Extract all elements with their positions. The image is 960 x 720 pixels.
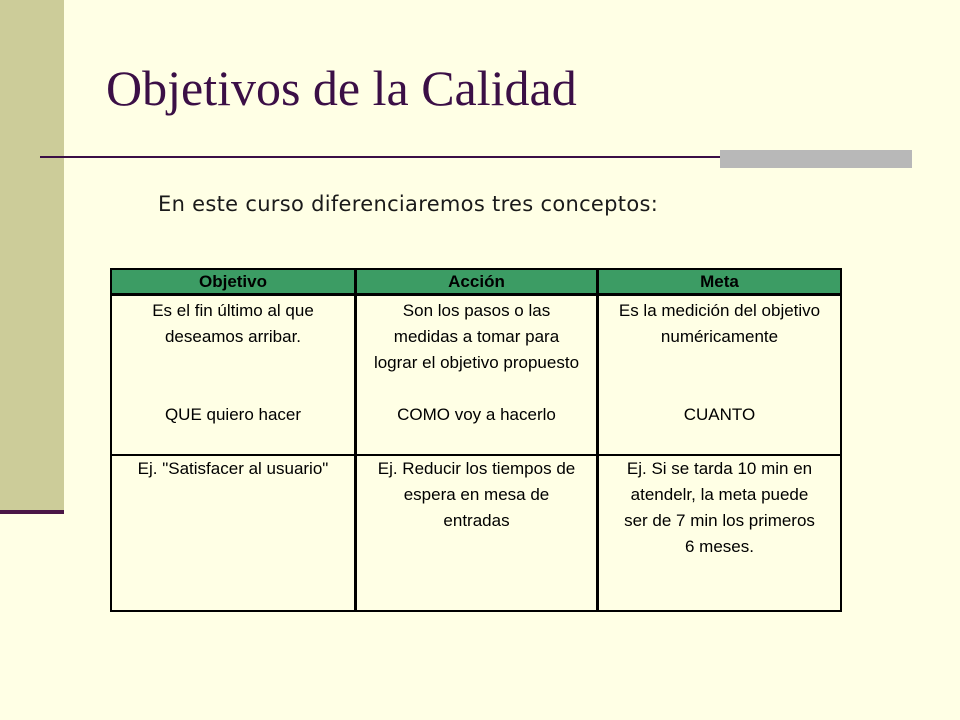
short-question: CUANTO [683,405,756,424]
example-cell: Ej. Reducir los tiempos de espera en mesa de entradas [377,459,576,530]
definition-cell [599,296,840,456]
definition-text: Es el fin último al que deseamos arribar. [152,301,314,346]
title-underline-accent [720,150,912,168]
example-cell: Ej. "Satisfacer al usuario" [137,459,329,478]
column-meta [596,270,840,610]
concepts-table [110,268,842,612]
short-question: QUE quiero hacer [164,405,302,424]
short-question: COMO voy a hacerlo [397,405,556,424]
column-header: Acción [357,270,596,296]
slide-subtitle: En este curso diferenciaremos tres conceptos: [158,192,659,216]
column-header: Meta [599,270,840,296]
definition-cell [112,296,354,456]
side-bar-rule [0,510,64,514]
example-cell: Ej. Si se tarda 10 min en atendelr, la meta puede ser de 7 min los primeros 6 meses. [624,459,815,556]
column-objetivo [112,270,354,610]
column-header: Objetivo [112,270,354,296]
column-accion [354,270,596,610]
decorative-side-bar [0,0,64,512]
definition-text: Son los pasos o las medidas a tomar para lograr el objetivo propuesto [373,301,580,372]
definition-cell [357,296,596,456]
definition-text: Es la medición del objetivo numéricamente [618,301,821,346]
slide-title: Objetivos de la Calidad [106,60,577,116]
